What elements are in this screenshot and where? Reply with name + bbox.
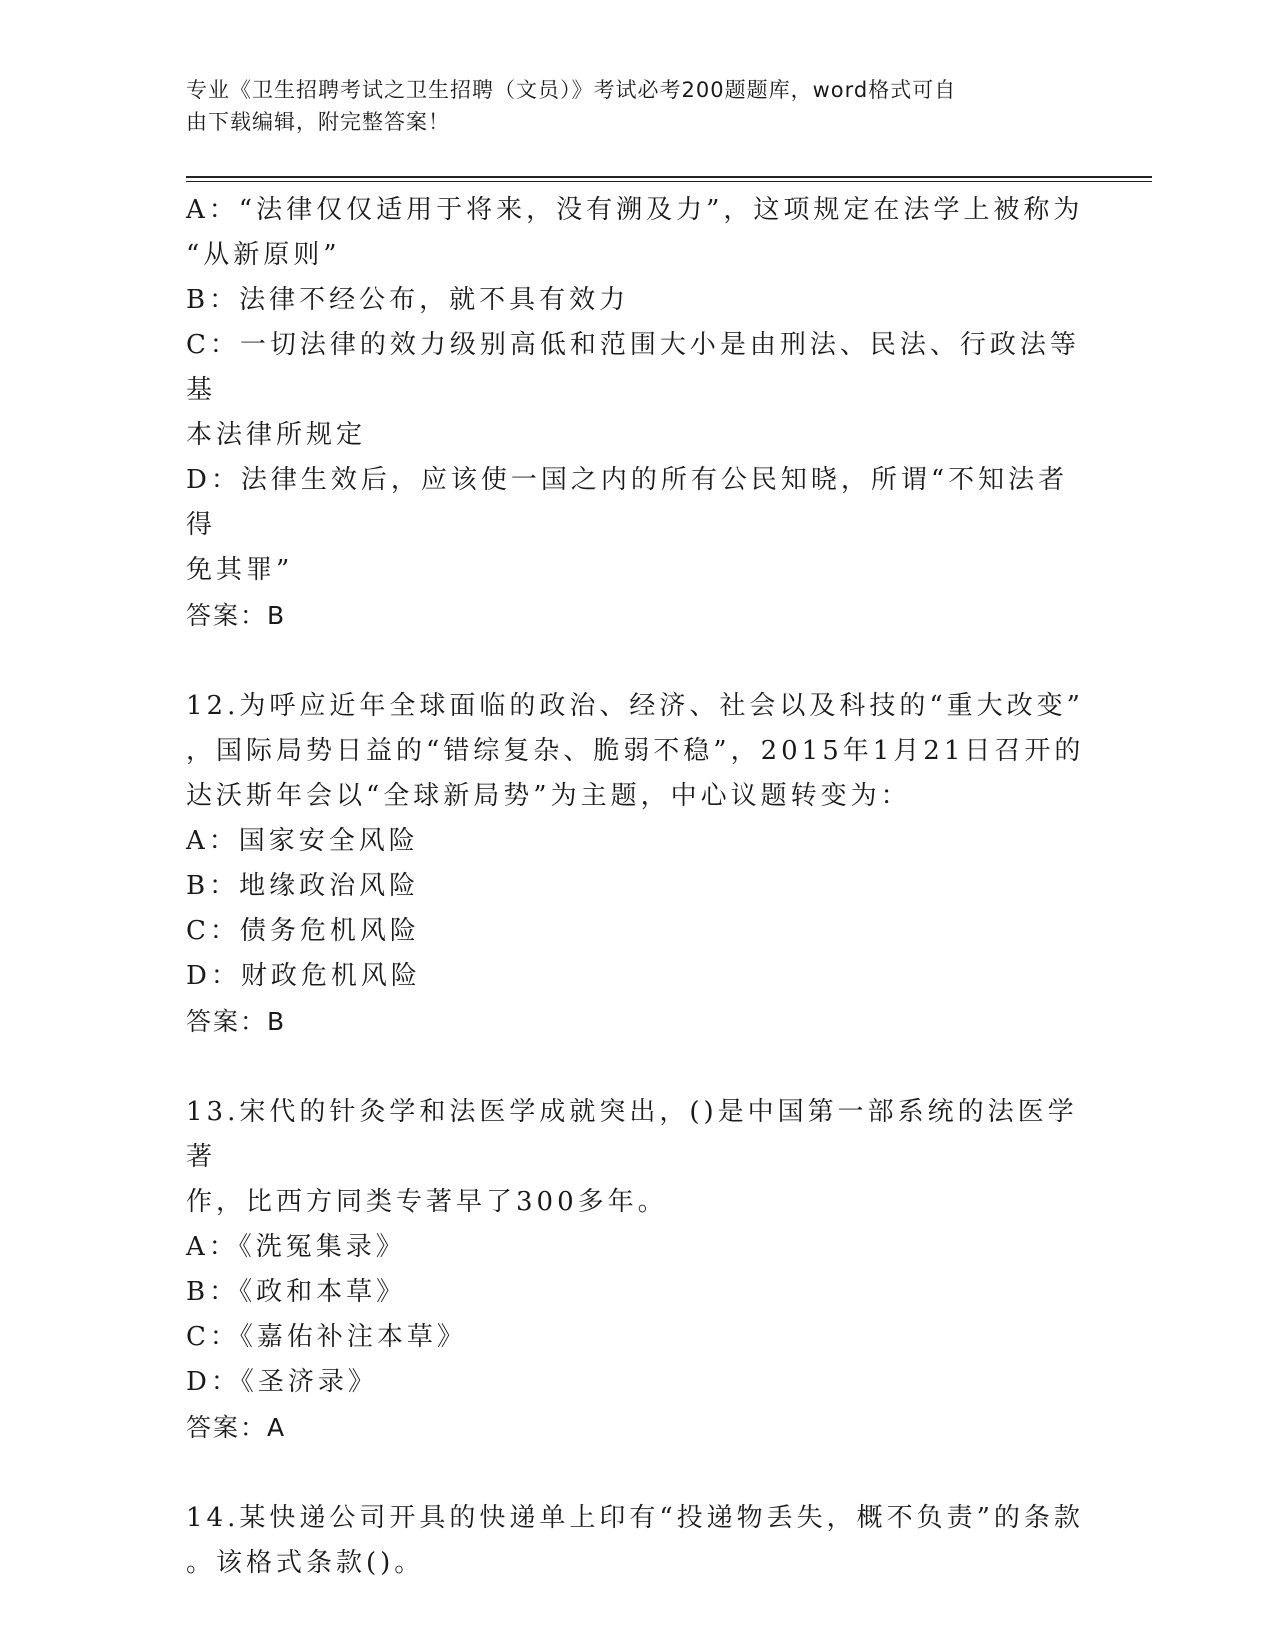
document-body: [186, 188, 1086, 1586]
question-stem-line-3: 达沃斯年会以“全球新局势”为主题，中心议题转变为：: [186, 781, 911, 811]
header-divider-thick: [186, 176, 1152, 178]
question-stem-line-1: 12.为呼应近年全球面临的政治、经济、社会以及科技的“重大改变”: [186, 691, 1084, 721]
question-stem-line-2: 。该格式条款()。: [186, 1548, 425, 1578]
question-14: [186, 1496, 1086, 1586]
document-header: [186, 74, 1066, 138]
option-b: B：地缘政治风险: [186, 871, 420, 901]
option-b: B：《政和本草》: [186, 1277, 407, 1307]
question-stem-line-2: 作，比西方同类专著早了300多年。: [186, 1187, 668, 1217]
option-b: B：法律不经公布，就不具有效力: [186, 285, 630, 315]
question-12: [186, 684, 1086, 1044]
option-c-line-1: C：一切法律的效力级别高低和范围大小是由刑法、民法、行政法等基: [186, 330, 1080, 405]
answer: 答案：A: [186, 1413, 287, 1442]
option-a: A：《洗冤集录》: [186, 1232, 406, 1262]
spacer: [186, 638, 1086, 684]
option-a-line-2: “从新原则”: [186, 240, 341, 270]
question-stem-line-2: ，国际局势日益的“错综复杂、脆弱不稳”，2015年1月21日召开的: [186, 736, 1085, 766]
header-line-1: 专业《卫生招聘考试之卫生招聘（文员）》考试必考200题题库，word格式可自: [186, 78, 957, 102]
spacer: [186, 1450, 1086, 1496]
option-a: A：国家安全风险: [186, 826, 419, 856]
option-a-line-1: A：“法律仅仅适用于将来，没有溯及力”，这项规定在法学上被称为: [186, 195, 1084, 225]
option-c: C：债务危机风险: [186, 916, 420, 946]
question-stem-line-1: 14.某快递公司开具的快递单上印有“投递物丢失，概不负责”的条款: [186, 1503, 1084, 1533]
option-d-line-1: D：法律生效后，应该使一国之内的所有公民知晓，所谓“不知法者得: [186, 465, 1069, 540]
question-stem-line-1: 13.宋代的针灸学和法医学成就突出，()是中国第一部系统的法医学著: [186, 1097, 1078, 1172]
option-d: D：财政危机风险: [186, 961, 421, 991]
option-d-line-2: 免其罪”: [186, 555, 294, 585]
header-divider-thin: [186, 181, 1152, 182]
answer: 答案：B: [186, 601, 287, 630]
question-13: [186, 1090, 1086, 1450]
answer: 答案：B: [186, 1007, 287, 1036]
option-c-line-2: 本法律所规定: [186, 420, 367, 450]
option-c: C：《嘉佑补注本草》: [186, 1322, 467, 1352]
option-d: D：《圣济录》: [186, 1367, 378, 1397]
spacer: [186, 1044, 1086, 1090]
question-11: [186, 188, 1086, 638]
header-line-2: 由下载编辑，附完整答案！: [186, 110, 450, 134]
